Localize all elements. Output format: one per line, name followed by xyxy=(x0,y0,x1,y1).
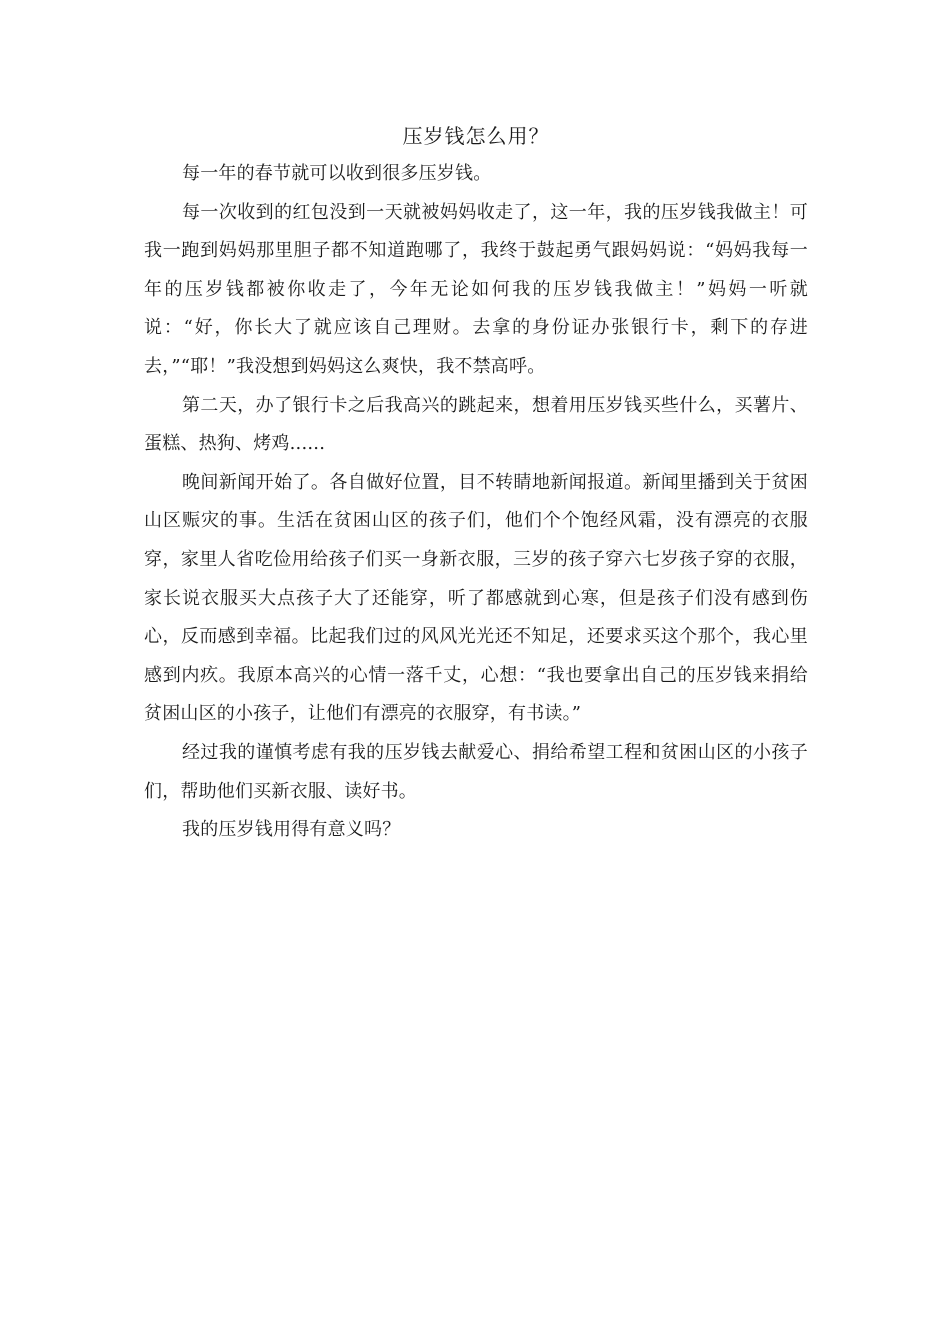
paragraph-4: 晚间新闻开始了。各自做好位置，目不转睛地新闻报道。新闻里播到关于贫困山区赈灾的事。生活在贫困山区的孩子们，他们个个饱经风霜，没有漂亮的衣服穿，家里人省吃俭用给孩子们买一身新衣服，三岁的孩子穿六七岁孩子穿的衣服，家长说衣服买大点孩子大了还能穿，听了都感就到心寒，但是孩子们没有感到伤心，反而感到幸福。比起我们过的风风光光还不知足，还要求买这个那个，我心里感到内疚。我原本高兴的心情一落千丈，心想：“我也要拿出自己的压岁钱来捐给贫困山区的小孩子，让他们有漂亮的衣服穿，有书读。” xyxy=(144,471,808,725)
paragraph-3: 第二天，办了银行卡之后我高兴的跳起来，想着用压岁钱买些什么，买薯片、蛋糕、热狗、烤鸡...... xyxy=(144,394,808,455)
document-body xyxy=(144,121,808,850)
paragraph-2: 每一次收到的红包没到一天就被妈妈收走了，这一年，我的压岁钱我做主！可我一跑到妈妈那里胆子都不知道跑哪了，我终于鼓起勇气跟妈妈说：“妈妈我每一年的压岁钱都被你收走了，今年无论如何我的压岁钱我做主！”妈妈一听就说：“好，你长大了就应该自己理财。去拿的身份证办张银行卡，剩下的存进去，”“耶！”我没想到妈妈这么爽快，我不禁高呼。 xyxy=(144,201,808,377)
paragraph-1: 每一年的春节就可以收到很多压岁钱。 xyxy=(182,163,492,184)
paragraph-5: 经过我的谨慎考虑有我的压岁钱去献爱心、捐给希望工程和贫困山区的小孩子们，帮助他们买新衣服、读好书。 xyxy=(144,741,808,802)
document-title: 压岁钱怎么用？ xyxy=(402,124,550,148)
paragraph-6: 我的压岁钱用得有意义吗？ xyxy=(182,819,401,841)
